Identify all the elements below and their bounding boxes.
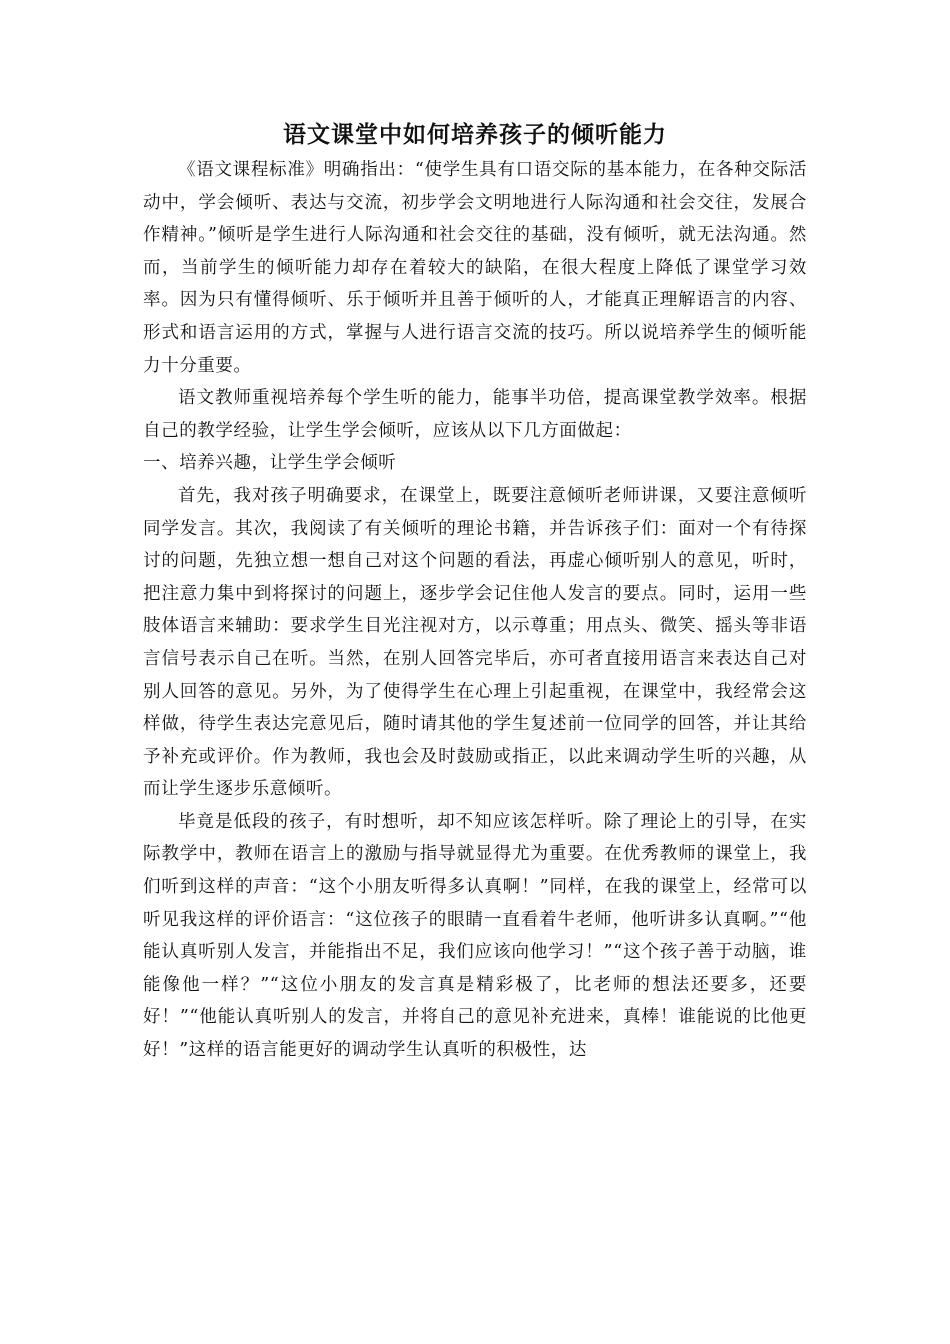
paragraph-section-1: 首先，我对孩子明确要求，在课堂上，既要注意倾听老师讲课，又要注意倾听同学发言。其次，我阅读了有关倾听的理论书籍，并告诉孩子们：面对一个有待探讨的问题，先独立想一想自己对这个问题的看法，再虚心倾听别人的意见，听时，把注意力集中到将探讨的问题上，逐步学会记住他人发言的要点。同时，运用一些肢体语言来辅助：要求学生目光注视对方，以示尊重；用点头、微笑、摇头等非语言信号表示自己在听。当然，在别人回答完毕后，亦可者直接用语言来表达自己对别人回答的意见。另外，为了使得学生在心理上引起重视，在课堂中，我经常会这样做，待学生表达完意见后，随时请其他的学生复述前一位同学的回答，并让其给予补充或评价。作为教师，我也会及时鼓励或指正，以此来调动学生听的兴趣，从而让学生逐步乐意倾听。 <box>143 485 807 800</box>
paragraph-section-2: 毕竟是低段的孩子，有时想听，却不知应该怎样听。除了理论上的引导，在实际教学中，教师在语言上的激励与指导就显得尤为重要。在优秀教师的课堂上，我们听到这样的声音：“这个小朋友听得多认真啊！”同样，在我的课堂上，经常可以听见我这样的评价语言：“这位孩子的眼睛一直看着牛老师，他听讲多认真啊。”“他能认真听别人发言，并能指出不足，我们应该向他学习！”“这个孩子善于动脑，谁能像他一样？”“这位小朋友的发言真是精彩极了，比老师的想法还要多，还要好！”“他能认真听别人的发言，并将自己的意见补充进来，真棒！谁能说的比他更好！”这样的语言能更好的调动学生认真听的积极性，达 <box>143 811 807 1061</box>
paragraph-overview: 语文教师重视培养每个学生听的能力，能事半功倍，提高课堂教学效率。根据自己的教学经验，让学生学会倾听，应该从以下几方面做起： <box>143 388 807 441</box>
paragraph-intro: 《语文课程标准》明确指出：“使学生具有口语交际的基本能力，在各种交际活动中，学会倾听、表达与交流，初步学会文明地进行人际沟通和社会交往，发展合作精神。”倾听是学生进行人际沟通和社会交往的基础，没有倾听，就无法沟通。然而，当前学生的倾听能力却存在着较大的缺陷，在很大程度上降低了课堂学习效率。因为只有懂得倾听、乐于倾听并且善于倾听的人，才能真正理解语言的内容、形式和语言运用的方式，掌握与人进行语言交流的技巧。所以说培养学生的倾听能力十分重要。 <box>143 160 807 376</box>
document-title: 语文课堂中如何培养孩子的倾听能力 <box>283 122 667 148</box>
section-heading: 一、培养兴趣，让学生学会倾听 <box>143 453 397 474</box>
document-body <box>143 118 807 1067</box>
